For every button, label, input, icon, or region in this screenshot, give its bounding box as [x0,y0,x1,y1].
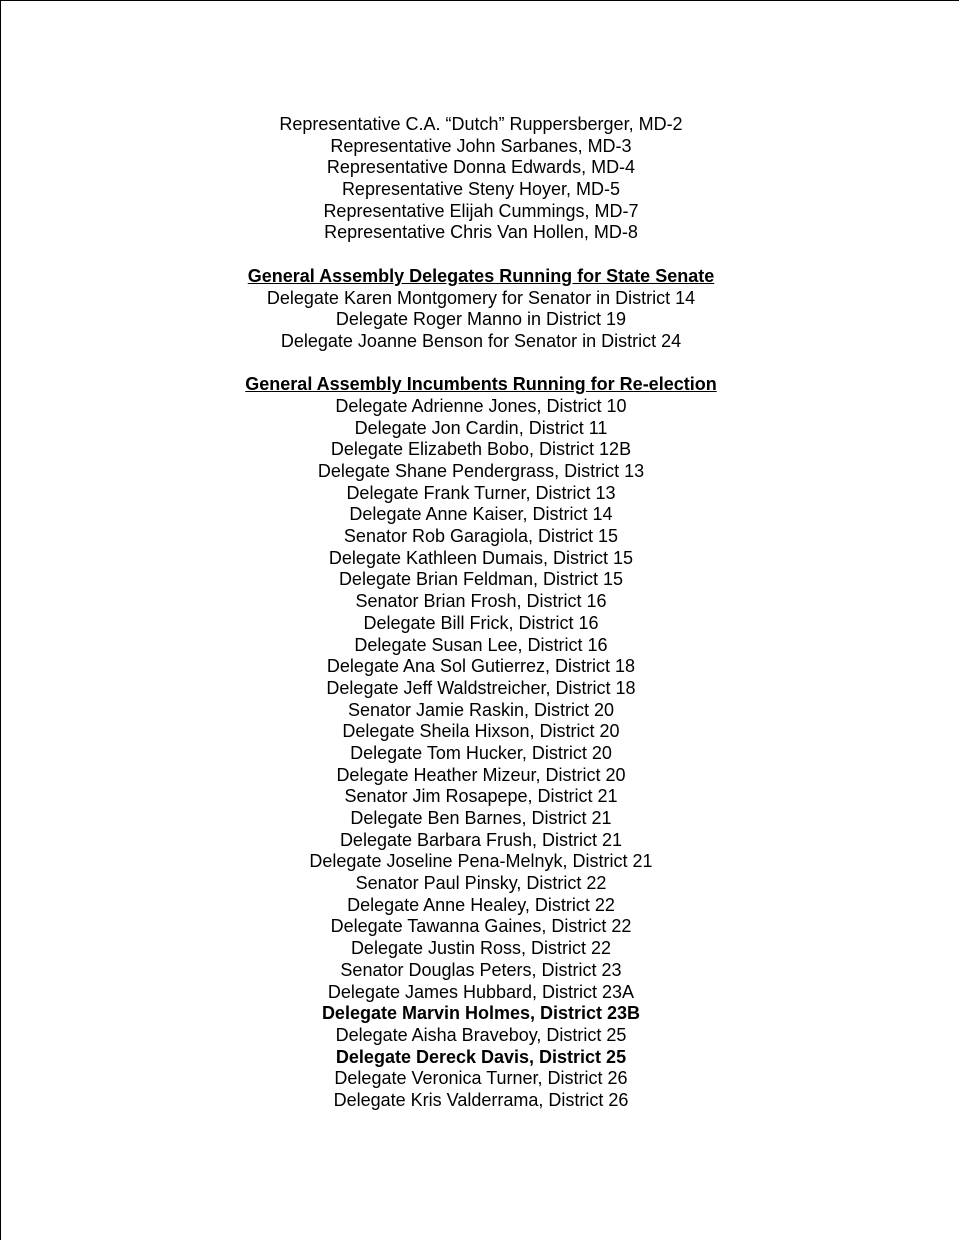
state-senate-section [1,266,960,353]
list-item: Senator Jamie Raskin, District 20 [347,699,615,720]
list-item-bold: Delegate Dereck Davis, District 25 [335,1046,627,1067]
list-item: Delegate Jon Cardin, District 11 [354,417,608,438]
list-item: Delegate James Hubbard, District 23A [327,981,635,1002]
list-item: Delegate Anne Healey, District 22 [347,894,615,915]
list-item: Representative Steny Hoyer, MD-5 [341,179,621,200]
list-item: Delegate Kathleen Dumais, District 15 [328,547,634,568]
list-item: Representative Elijah Cummings, MD-7 [323,200,639,221]
list-item: Representative C.A. “Dutch” Ruppersberger, MD-2 [279,114,683,134]
list-item: Delegate Jeff Waldstreicher, District 18 [326,677,636,698]
list-item: Delegate Anne Kaiser, District 14 [349,504,613,525]
list-item: Delegate Shane Pendergrass, District 13 [317,461,645,481]
list-item: Delegate Heather Mizeur, District 20 [336,764,626,785]
representatives-list [1,114,960,244]
list-item: Delegate Karen Montgomery for Senator in District 14 [266,287,696,308]
incumbents-section [1,374,960,1111]
list-item: Delegate Ana Sol Gutierrez, District 18 [326,656,636,677]
list-item: Delegate Roger Manno in District 19 [335,309,627,330]
list-item: Senator Paul Pinsky, District 22 [355,873,607,894]
list-item: Delegate Frank Turner, District 13 [346,482,616,503]
list-item: Senator Brian Frosh, District 16 [355,591,607,612]
list-item: Delegate Veronica Turner, District 26 [334,1068,628,1089]
list-item: Delegate Adrienne Jones, District 10 [335,395,627,416]
list-item: Delegate Aisha Braveboy, District 25 [335,1024,627,1045]
list-item: Delegate Susan Lee, District 16 [354,634,608,655]
list-item: Delegate Elizabeth Bobo, District 12B [330,439,632,460]
list-item: Delegate Justin Ross, District 22 [350,938,612,959]
list-item: Representative Chris Van Hollen, MD-8 [324,222,638,243]
list-item: Delegate Ben Barnes, District 21 [350,808,612,828]
section-heading: General Assembly Delegates Running for State Senate [247,265,715,286]
list-item: Delegate Joseline Pena-Melnyk, District 21 [309,851,653,872]
list-item: Senator Douglas Peters, District 23 [340,959,622,980]
list-item: Delegate Bill Frick, District 16 [363,612,599,633]
list-item: Representative Donna Edwards, MD-4 [326,157,636,178]
list-item: Representative John Sarbanes, MD-3 [330,135,632,156]
list-item: Delegate Brian Feldman, District 15 [338,569,624,590]
list-item: Delegate Tom Hucker, District 20 [350,742,612,763]
spacer [1,244,960,266]
list-item-bold: Delegate Marvin Holmes, District 23B [321,1003,641,1024]
list-item: Senator Jim Rosapepe, District 21 [344,786,618,807]
list-item: Delegate Tawanna Gaines, District 22 [330,916,632,937]
spacer [1,353,960,375]
list-item: Senator Rob Garagiola, District 15 [343,526,619,547]
list-item: Delegate Kris Valderrama, District 26 [333,1089,629,1110]
endorsement-list [1,114,960,1112]
section-heading: General Assembly Incumbents Running for Re-election [245,374,717,395]
list-item: Delegate Joanne Benson for Senator in District 24 [280,330,682,351]
list-item: Delegate Sheila Hixson, District 20 [342,721,620,742]
list-item: Delegate Barbara Frush, District 21 [339,829,623,850]
